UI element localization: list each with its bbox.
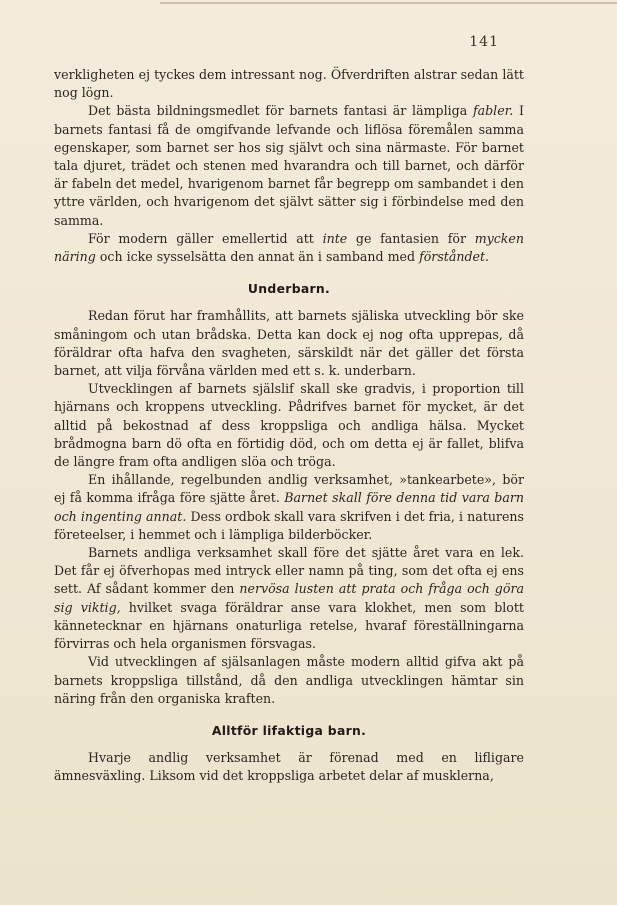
- text-run: Barnets andliga verksamhet skall före det sjätte året vara en lek. Det får ej öfverhopas med intryck eller namn på ting, som det ofta ej ens sett. Af sådant kommer den: [54, 545, 524, 597]
- paragraph: [54, 380, 524, 471]
- paragraph: [54, 230, 524, 266]
- emphasized-text: fabler.: [472, 103, 514, 119]
- text-run: Redan förut har framhållits, att barnets själiska utveckling bör ske småningom och utan brådska. Detta kan dock ej nog ofta upprepas, då föräldrar ofta hafva den svagheten, särskildt när det gäller det första barnet, att vilja förvåna världen med ett s. k. underbarn.: [54, 308, 524, 379]
- text-run: hvilket svaga föräldrar anse vara klokhet, men som blott kännetecknar en hjärnans onaturliga retelse, hvaraf föreställningarna förvirras och hela organismen försvagas.: [54, 599, 524, 652]
- text-run: För modern gäller emellertid att: [88, 230, 323, 246]
- text-run: ge fantasien för: [347, 230, 475, 246]
- text-run: Utvecklingen af barnets själslif skall ske gradvis, i proportion till hjärnans och kroppens utveckling. Pådrifves barnet för mycket, är det alltid på bekostnad af dess kroppsliga och andliga hälsa. Mycket brådmogna barn dö ofta en förtidig död, och om detta ej är fallet, blifva de längre fram ofta andligen slöa och tröga.: [54, 381, 524, 470]
- section-heading: Underbarn.: [247, 281, 331, 297]
- page-body-text: [54, 66, 524, 786]
- paragraph: [54, 471, 524, 544]
- text-run: och icke sysselsätta den annat än i samband med: [95, 249, 420, 265]
- paragraph: [54, 307, 524, 380]
- text-run: I barnets fantasi få de omgifvande lefvande och liflösa föremålen samma egenskaper, som barnet ser hos sig självt och sina närmaste. För barnet tala djuret, trädet och stenen med hvarandra och till barnet, och därför är fabeln det medel, hvarigenom barnet får begrepp om sambandet i den yttre världen, och hvarigenom det självt sätter sig i förbindelse med den samma.: [54, 103, 524, 228]
- paragraph: [54, 749, 524, 785]
- text-run: Det bästa bildningsmedlet för barnets fantasi är lämpliga: [88, 103, 473, 119]
- text-run: Dess ordbok skall vara skrifven i det fria, i naturens företeelser, i hemmet och i lämpliga bilderböcker.: [54, 508, 524, 542]
- paragraph: [54, 102, 524, 229]
- paragraph: [54, 66, 524, 102]
- emphasized-text: mycken näring: [54, 230, 524, 265]
- paragraph: [54, 653, 524, 708]
- paragraph: [54, 544, 524, 653]
- text-run: Hvarje andlig verksamhet är förenad med en lifligare ämnesväxling. Liksom vid det kroppsliga arbetet delar af musklerna,: [54, 750, 524, 784]
- text-run: Vid utvecklingen af själsanlagen måste modern alltid gifva akt på barnets kroppsliga tillstånd, då den andliga utvecklingen hämtar sin näring från den organiska kraften.: [54, 654, 524, 706]
- emphasized-text: inte: [322, 230, 348, 246]
- text-run: En ihållande, regelbunden andlig verksamhet, »tankearbete», bör ej få komma ifråga före sjätte året.: [54, 472, 524, 506]
- page-edge-line: [160, 2, 617, 4]
- text-run: verkligheten ej tyckes dem intressant nog. Öfverdriften alstrar sedan lätt nog lögn.: [54, 67, 524, 101]
- emphasized-text: förståndet.: [419, 249, 490, 265]
- section-heading: Alltför lifaktiga barn.: [211, 722, 367, 738]
- emphasized-text: Barnet skall före denna tid vara barn och ingenting annat.: [54, 490, 524, 524]
- emphasized-text: nervösa lusten att prata och fråga och göra sig viktig,: [54, 581, 524, 615]
- page-number: 141: [469, 34, 499, 50]
